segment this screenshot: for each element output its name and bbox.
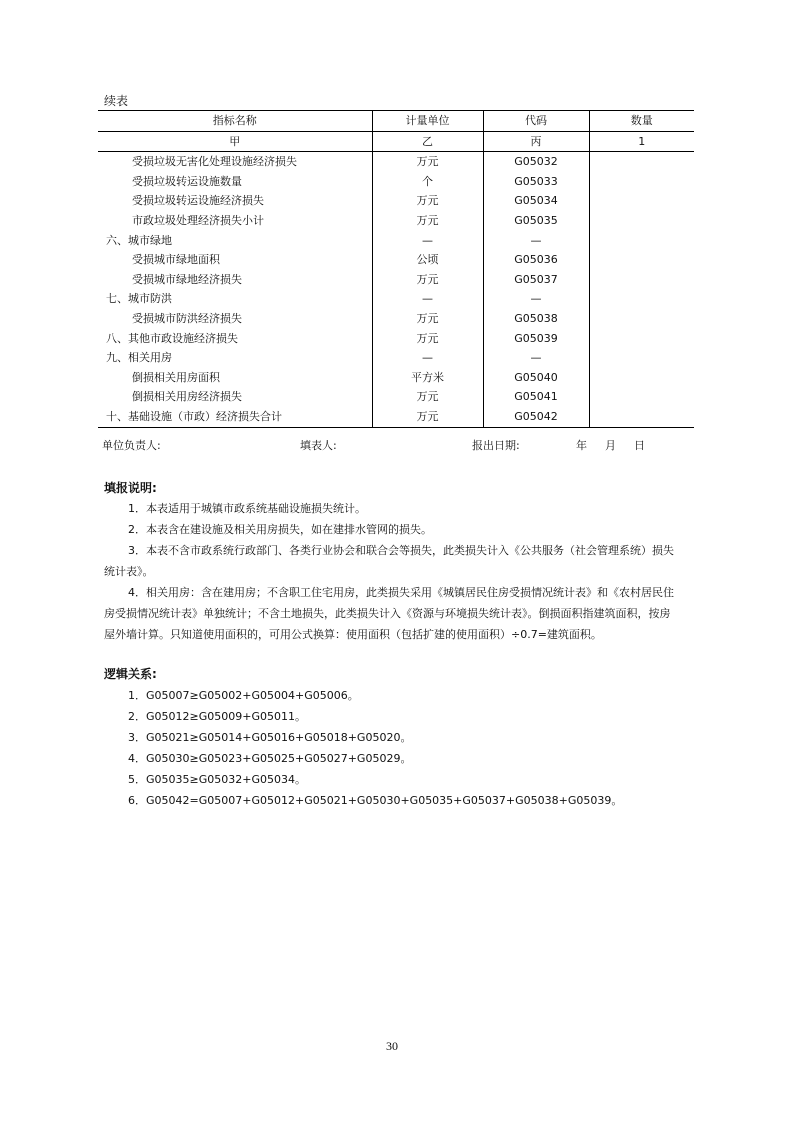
page-number: 30	[386, 1039, 398, 1053]
row-code: G05035	[483, 211, 589, 231]
signature-row	[102, 437, 662, 453]
logic-item: 6．G05042=G05007+G05012+G05021+G05030+G05035+G05037+G05038+G05039。	[128, 794, 623, 807]
table-row	[98, 172, 694, 192]
row-indicator-name: 九、相关用房	[106, 351, 172, 365]
instruction-item: 2．本表含在建设施及相关用房损失，如在建排水管网的损失。	[128, 523, 432, 536]
row-unit: 万元	[372, 270, 483, 290]
month-label: 月	[605, 439, 616, 452]
logic-item: 1．G05007≥G05002+G05004+G05006。	[128, 689, 359, 702]
row-unit: —	[372, 348, 483, 368]
row-indicator-name: 受损垃圾无害化处理设施经济损失	[132, 155, 297, 169]
table-header-row	[98, 111, 694, 132]
row-indicator-name: 十、基础设施（市政）经济损失合计	[98, 407, 372, 427]
row-code: G05042	[483, 407, 589, 427]
table-row	[98, 348, 694, 368]
row-code: G05038	[483, 309, 589, 329]
row-code: G05040	[483, 368, 589, 388]
row-indicator-name: 受损城市防洪经济损失	[132, 311, 242, 325]
row-quantity[interactable]	[589, 329, 694, 349]
row-unit: 公顷	[372, 250, 483, 270]
row-code: —	[483, 289, 589, 309]
row-indicator-name: 七、城市防洪	[106, 292, 172, 306]
row-code: —	[483, 231, 589, 251]
unit-head-label: 单位负责人:	[102, 439, 161, 452]
row-quantity[interactable]	[589, 368, 694, 388]
logic-item: 3．G05021≥G05014+G05016+G05018+G05020。	[128, 731, 412, 744]
row-quantity[interactable]	[589, 348, 694, 368]
row-unit: 平方米	[372, 368, 483, 388]
table-row	[98, 191, 694, 211]
subheader-bing: 丙	[483, 131, 589, 152]
row-unit: 万元	[372, 387, 483, 407]
row-indicator-name: 八、其他市政设施经济损失	[106, 331, 238, 345]
row-indicator-name: 市政垃圾处理经济损失小计	[132, 213, 264, 227]
subheader-jia: 甲	[98, 131, 372, 152]
table-row	[98, 387, 694, 407]
table-row	[98, 152, 694, 172]
year-label: 年	[576, 439, 587, 452]
header-indicator-name: 指标名称	[98, 111, 372, 132]
table-row	[98, 211, 694, 231]
row-code: G05036	[483, 250, 589, 270]
row-indicator-name: 六、城市绿地	[106, 233, 172, 247]
table-subheader-row	[98, 131, 694, 152]
table-body	[98, 152, 694, 427]
continuation-label: 续表	[104, 94, 129, 108]
day-label: 日	[634, 439, 645, 452]
instructions-title: 填报说明:	[104, 481, 157, 495]
row-indicator-name: 受损城市绿地面积	[132, 253, 220, 267]
row-indicator-name: 受损垃圾转运设施经济损失	[132, 194, 264, 208]
row-code: G05037	[483, 270, 589, 290]
row-quantity[interactable]	[589, 152, 694, 172]
row-quantity[interactable]	[589, 250, 694, 270]
row-code: G05041	[483, 387, 589, 407]
header-code: 代码	[483, 111, 589, 132]
row-quantity[interactable]	[589, 309, 694, 329]
row-quantity[interactable]	[589, 211, 694, 231]
row-unit: 万元	[372, 152, 483, 172]
row-indicator-name: 倒损相关用房面积	[132, 370, 220, 384]
logic-item: 2．G05012≥G05009+G05011。	[128, 710, 306, 723]
report-date-label: 报出日期:	[472, 439, 520, 452]
row-unit: 万元	[372, 191, 483, 211]
row-unit: 万元	[372, 211, 483, 231]
row-unit: —	[372, 231, 483, 251]
row-unit: 万元	[372, 309, 483, 329]
row-unit: 个	[372, 172, 483, 192]
row-code: G05033	[483, 172, 589, 192]
row-quantity[interactable]	[589, 191, 694, 211]
row-code: G05039	[483, 329, 589, 349]
table-row	[98, 329, 694, 349]
table-row	[98, 368, 694, 388]
row-code: —	[483, 348, 589, 368]
row-quantity[interactable]	[589, 387, 694, 407]
logic-item: 5．G05035≥G05032+G05034。	[128, 773, 306, 786]
filler-label: 填表人:	[300, 439, 337, 452]
table-row	[98, 289, 694, 309]
table-row	[98, 270, 694, 290]
row-quantity[interactable]	[589, 289, 694, 309]
row-quantity[interactable]	[589, 172, 694, 192]
table-row	[98, 407, 694, 427]
instructions-list	[104, 498, 680, 645]
header-quantity: 数量	[589, 111, 694, 132]
row-unit: 万元	[372, 329, 483, 349]
row-unit: 万元	[372, 407, 483, 427]
table-row	[98, 309, 694, 329]
row-quantity[interactable]	[589, 270, 694, 290]
logic-item: 4．G05030≥G05023+G05025+G05027+G05029。	[128, 752, 412, 765]
row-quantity[interactable]	[589, 231, 694, 251]
logic-title: 逻辑关系:	[104, 667, 157, 681]
row-quantity[interactable]	[589, 407, 694, 427]
subheader-yi: 乙	[372, 131, 483, 152]
subheader-1: 1	[589, 131, 694, 152]
instruction-item: 1．本表适用于城镇市政系统基础设施损失统计。	[128, 502, 366, 515]
header-unit: 计量单位	[372, 111, 483, 132]
instruction-item: 3．本表不含市政系统行政部门、各类行业协会和联合会等损失，此类损失计入《公共服务（社会管理系统）损失统计表》。	[104, 544, 674, 578]
row-indicator-name: 受损垃圾转运设施数量	[132, 174, 242, 188]
row-indicator-name: 受损城市绿地经济损失	[132, 272, 242, 286]
table-row	[98, 231, 694, 251]
instruction-item: 4．相关用房：含在建用房；不含职工住宅用房，此类损失采用《城镇居民住房受损情况统计表》和《农村居民住房受损情况统计表》单独统计；不含土地损失，此类损失计入《资源与环境损失统计表》。倒损面积指建筑面积，按房屋外墙计算。只知道使用面积的，可用公式换算：使用面积（包括扩建的使用面积）÷0.7=建筑面积。	[104, 586, 674, 641]
row-code: G05034	[483, 191, 589, 211]
table-row	[98, 250, 694, 270]
row-indicator-name: 倒损相关用房经济损失	[132, 390, 242, 404]
row-unit: —	[372, 289, 483, 309]
statistics-table	[98, 110, 694, 428]
row-code: G05032	[483, 152, 589, 172]
